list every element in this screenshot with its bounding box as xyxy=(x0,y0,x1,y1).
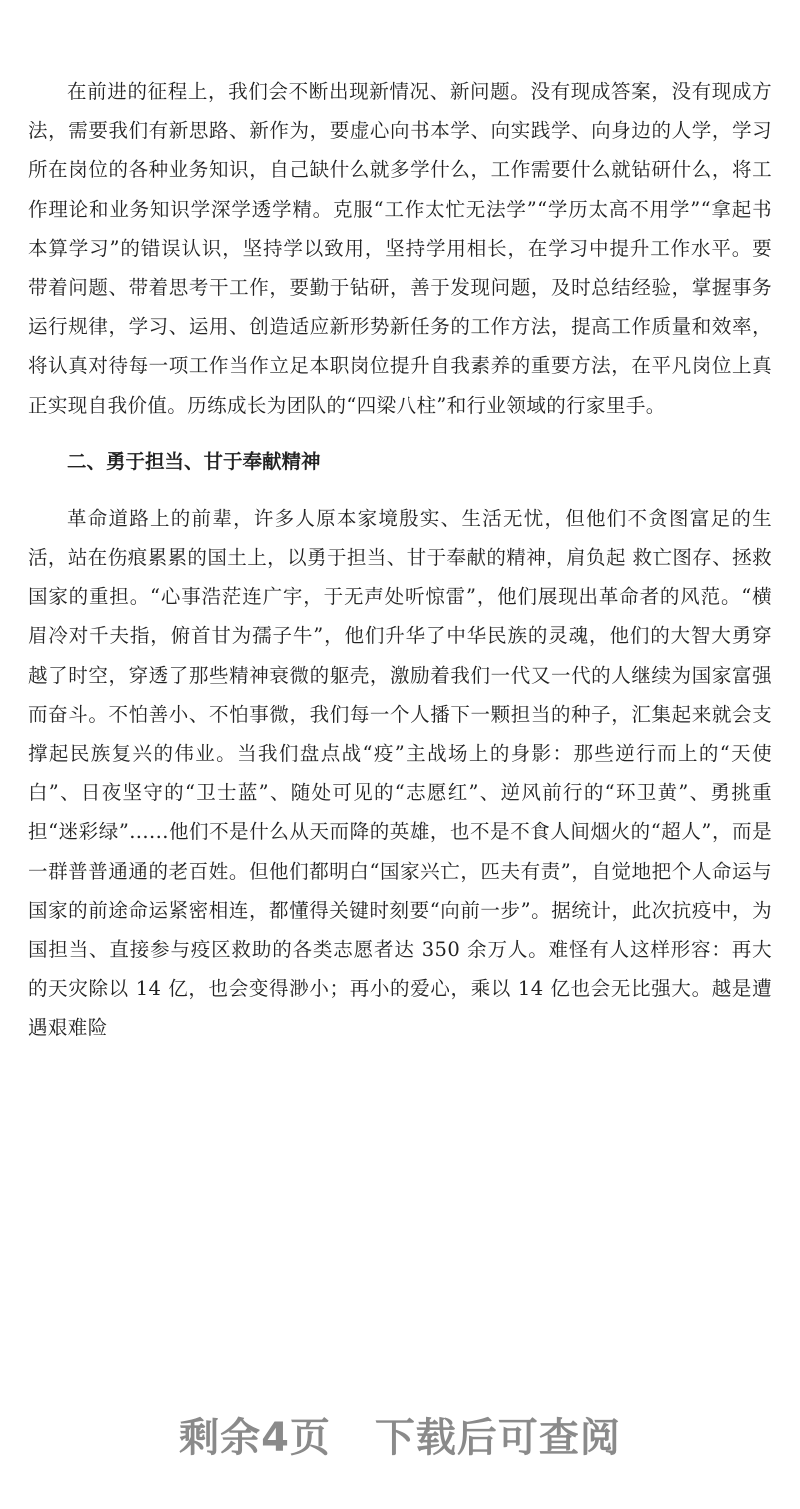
download-prompt[interactable] xyxy=(0,1406,800,1463)
paragraph: 在前进的征程上，我们会不断出现新情况、新问题。没有现成答案，没有现成方法，需要我们有新思路、新作为，要虚心向书本学、向实践学、向身边的人学，学习所在岗位的各种业务知识，自己缺什么就多学什么，工作需要什么就钻研什么，将工作理论和业务知识学深学透学精。克服“工作太忙无法学”“学历太高不用学”“拿起书本算学习”的错误认识，坚持学以致用，坚持学用相长，在学习中提升工作水平。要带着问题、带着思考干工作，要勤于钻研，善于发现问题，及时总结经验，掌握事务运行规律，学习、运用、创造适应新形势新任务的工作方法，提高工作质量和效率，将认真对待每一项工作当作立足本职岗位提升自我素养的重要方法，在平凡岗位上真正实现自我价值。历练成长为团队的“四梁八柱”和行业领域的行家里手。 xyxy=(28,80,772,417)
paragraph: 革命道路上的前辈，许多人原本家境殷实、生活无忧，但他们不贪图富足的生活，站在伤痕累累的国土上，以勇于担当、甘于奉献的精神，肩负起 救亡图存、拯救国家的重担。“心事浩茫连广宇，于无声处听惊雷”，他们展现出革命者的风范。“横眉冷对千夫指，俯首甘为孺子牛”，他们升华了中华民族的灵魂，他们的大智大勇穿越了时空，穿透了那些精神衰微的躯壳，激励着我们一代又一代的人继续为国家富强而奋斗。不怕善小、不怕事微，我们每一个人播下一颗担当的种子，汇集起来就会支撑起民族复兴的伟业。当我们盘点战“疫”主战场上的身影：那些逆行而上的“天使白”、日夜坚守的“卫士蓝”、随处可见的“志愿红”、逆风前行的“环卫黄”、勇挑重担“迷彩绿”......他们不是什么从天而降的英雄，也不是不食人间烟火的“超人”，而是一群普普通通的老百姓。但他们都明白“国家兴亡，匹夫有责”，自觉地把个人命运与国家的前途命运紧密相连，都懂得关键时刻要“向前一步”。据统计，此次抗疫中，为国担当、直接参与疫区救助的各类志愿者达 350 余万人。难怪有人这样形容：再大的天灾除以 14 亿，也会变得渺小；再小的爱心，乘以 14 亿也会无比强大。越是遭遇艰难险 xyxy=(28,506,772,1040)
download-hint-label: 下载后可查阅 xyxy=(374,1415,621,1461)
document-body xyxy=(28,72,772,1048)
remaining-pages-label: 剩余4页 xyxy=(179,1415,331,1461)
section-heading: 二、勇于担当、甘于奉献精神 xyxy=(67,449,321,473)
